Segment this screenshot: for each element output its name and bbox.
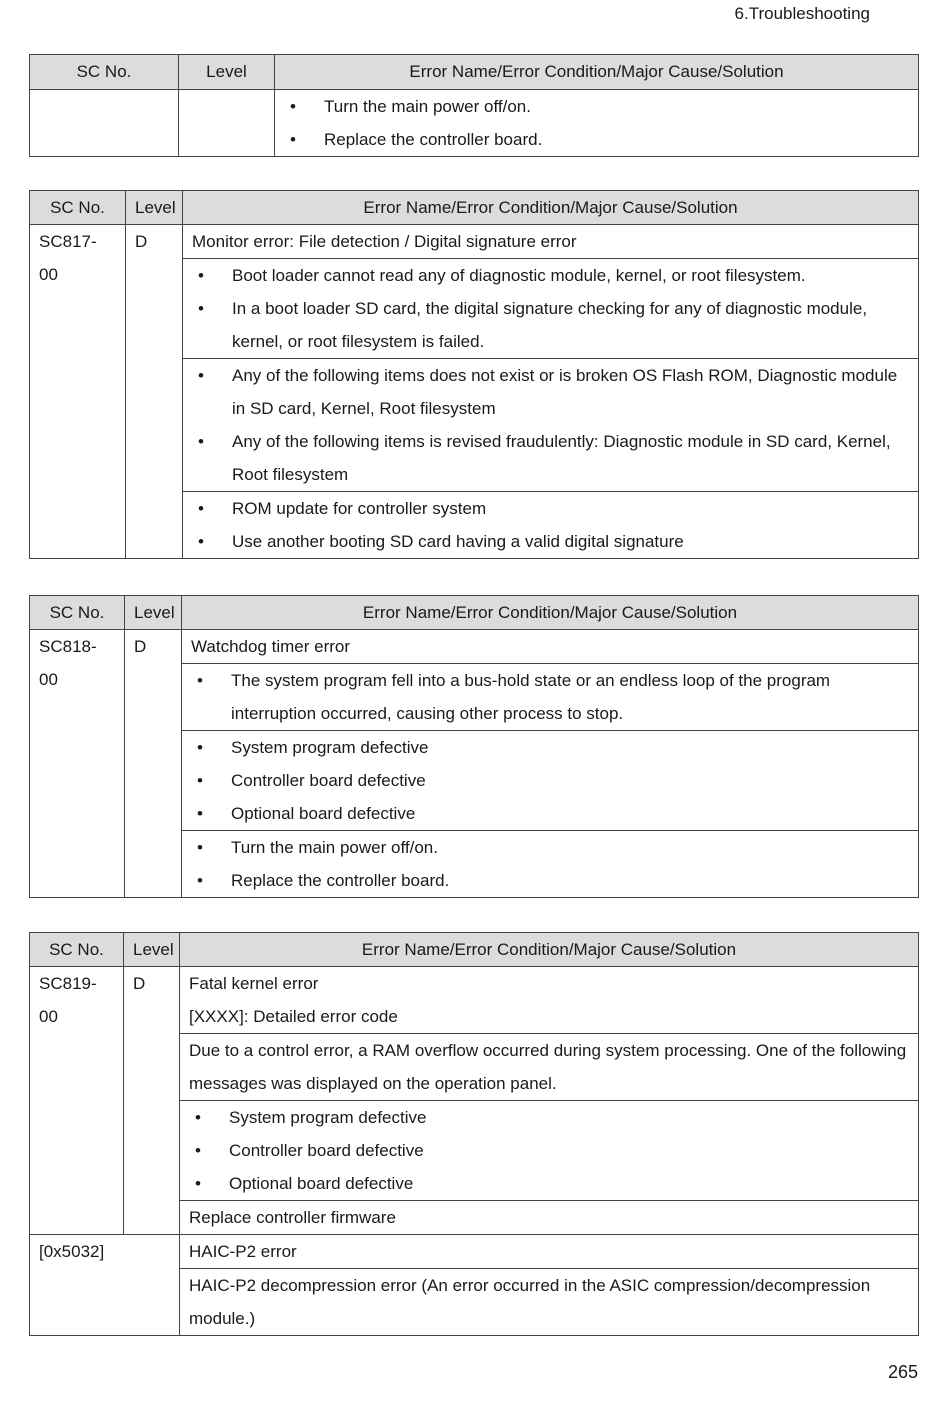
condition-item: • In a boot loader SD card, the digital signature checking for any of diagnostic module, kernel, or root filesystem is failed. <box>192 292 909 358</box>
error-name: Watchdog timer error <box>182 630 919 664</box>
col-sc-no: SC No. <box>30 933 124 967</box>
col-sc-no: SC No. <box>30 55 179 90</box>
error-condition: Due to a control error, a RAM overflow occurred during system processing. One of the following messages was displayed on the operation panel. <box>180 1034 919 1101</box>
error-code-line: [XXXX]: Detailed error code <box>189 1007 398 1026</box>
col-level: Level <box>124 933 180 967</box>
solution-cell <box>275 90 919 157</box>
sc-code-prefix: SC817- <box>39 232 97 251</box>
error-name: Monitor error: File detection / Digital signature error <box>183 225 919 259</box>
col-level: Level <box>125 596 182 630</box>
cause-item: • Controller board defective <box>191 764 909 797</box>
sc-code-prefix: SC819- <box>39 974 97 993</box>
major-cause <box>180 1101 919 1201</box>
cause-item: • Any of the following items does not exist or is broken OS Flash ROM, Diagnostic module in SD card, Kernel, Root filesystem <box>192 359 909 425</box>
sc-code-suffix: 00 <box>39 265 58 284</box>
col-level: Level <box>126 191 183 225</box>
col-detail: Error Name/Error Condition/Major Cause/Solution <box>183 191 919 225</box>
solution-item: • Replace the controller board. <box>284 123 909 156</box>
solution: Replace controller firmware <box>180 1201 919 1235</box>
sc-table-continued <box>29 54 919 157</box>
error-name <box>180 967 919 1034</box>
solution-item: • Replace the controller board. <box>191 864 909 897</box>
chapter-header: 6.Troubleshooting <box>734 4 870 23</box>
cause-item: • Controller board defective <box>189 1134 909 1167</box>
col-detail: Error Name/Error Condition/Major Cause/Solution <box>275 55 919 90</box>
sc-level: D <box>126 225 183 559</box>
sc-code <box>30 630 125 898</box>
condition-item: • The system program fell into a bus-hold state or an endless loop of the program interruption occurred, causing other process to stop. <box>191 664 909 730</box>
cause-item: • Optional board defective <box>189 1167 909 1200</box>
condition-item: • Boot loader cannot read any of diagnostic module, kernel, or root filesystem. <box>192 259 909 292</box>
sc819-table <box>29 932 919 1336</box>
col-sc-no: SC No. <box>30 596 125 630</box>
sc-code-suffix: 00 <box>39 670 58 689</box>
error-condition <box>183 259 919 359</box>
level-cell <box>179 90 275 157</box>
solution <box>182 831 919 898</box>
sc-code <box>30 967 124 1235</box>
solution <box>183 492 919 559</box>
sc-level: D <box>125 630 182 898</box>
major-cause <box>183 359 919 492</box>
col-detail: Error Name/Error Condition/Major Cause/Solution <box>180 933 919 967</box>
major-cause <box>182 731 919 831</box>
cause-item: • System program defective <box>189 1101 909 1134</box>
error-condition <box>182 664 919 731</box>
sc-code <box>30 225 126 559</box>
error-name-line: Fatal kernel error <box>189 974 319 993</box>
sc-level: D <box>124 967 180 1235</box>
sub-error-name: HAIC-P2 error <box>180 1235 919 1269</box>
col-level: Level <box>179 55 275 90</box>
solution-item: • Use another booting SD card having a valid digital signature <box>192 525 909 558</box>
sub-error-description: HAIC-P2 decompression error (An error occurred in the ASIC compression/decompression module.) <box>180 1269 919 1336</box>
sub-code: [0x5032] <box>30 1235 180 1336</box>
sc-no-cell <box>30 90 179 157</box>
solution-item: • ROM update for controller system <box>192 492 909 525</box>
cause-item: • System program defective <box>191 731 909 764</box>
col-detail: Error Name/Error Condition/Major Cause/Solution <box>182 596 919 630</box>
sc817-table <box>29 190 919 559</box>
page-number: 265 <box>887 1362 918 1382</box>
sc-code-prefix: SC818- <box>39 637 97 656</box>
solution-item: • Turn the main power off/on. <box>284 90 909 123</box>
sc-code-suffix: 00 <box>39 1007 58 1026</box>
col-sc-no: SC No. <box>30 191 126 225</box>
sc818-table <box>29 595 919 898</box>
cause-item: • Optional board defective <box>191 797 909 830</box>
solution-item: • Turn the main power off/on. <box>191 831 909 864</box>
cause-item: • Any of the following items is revised fraudulently: Diagnostic module in SD card, Kernel, Root filesystem <box>192 425 909 491</box>
